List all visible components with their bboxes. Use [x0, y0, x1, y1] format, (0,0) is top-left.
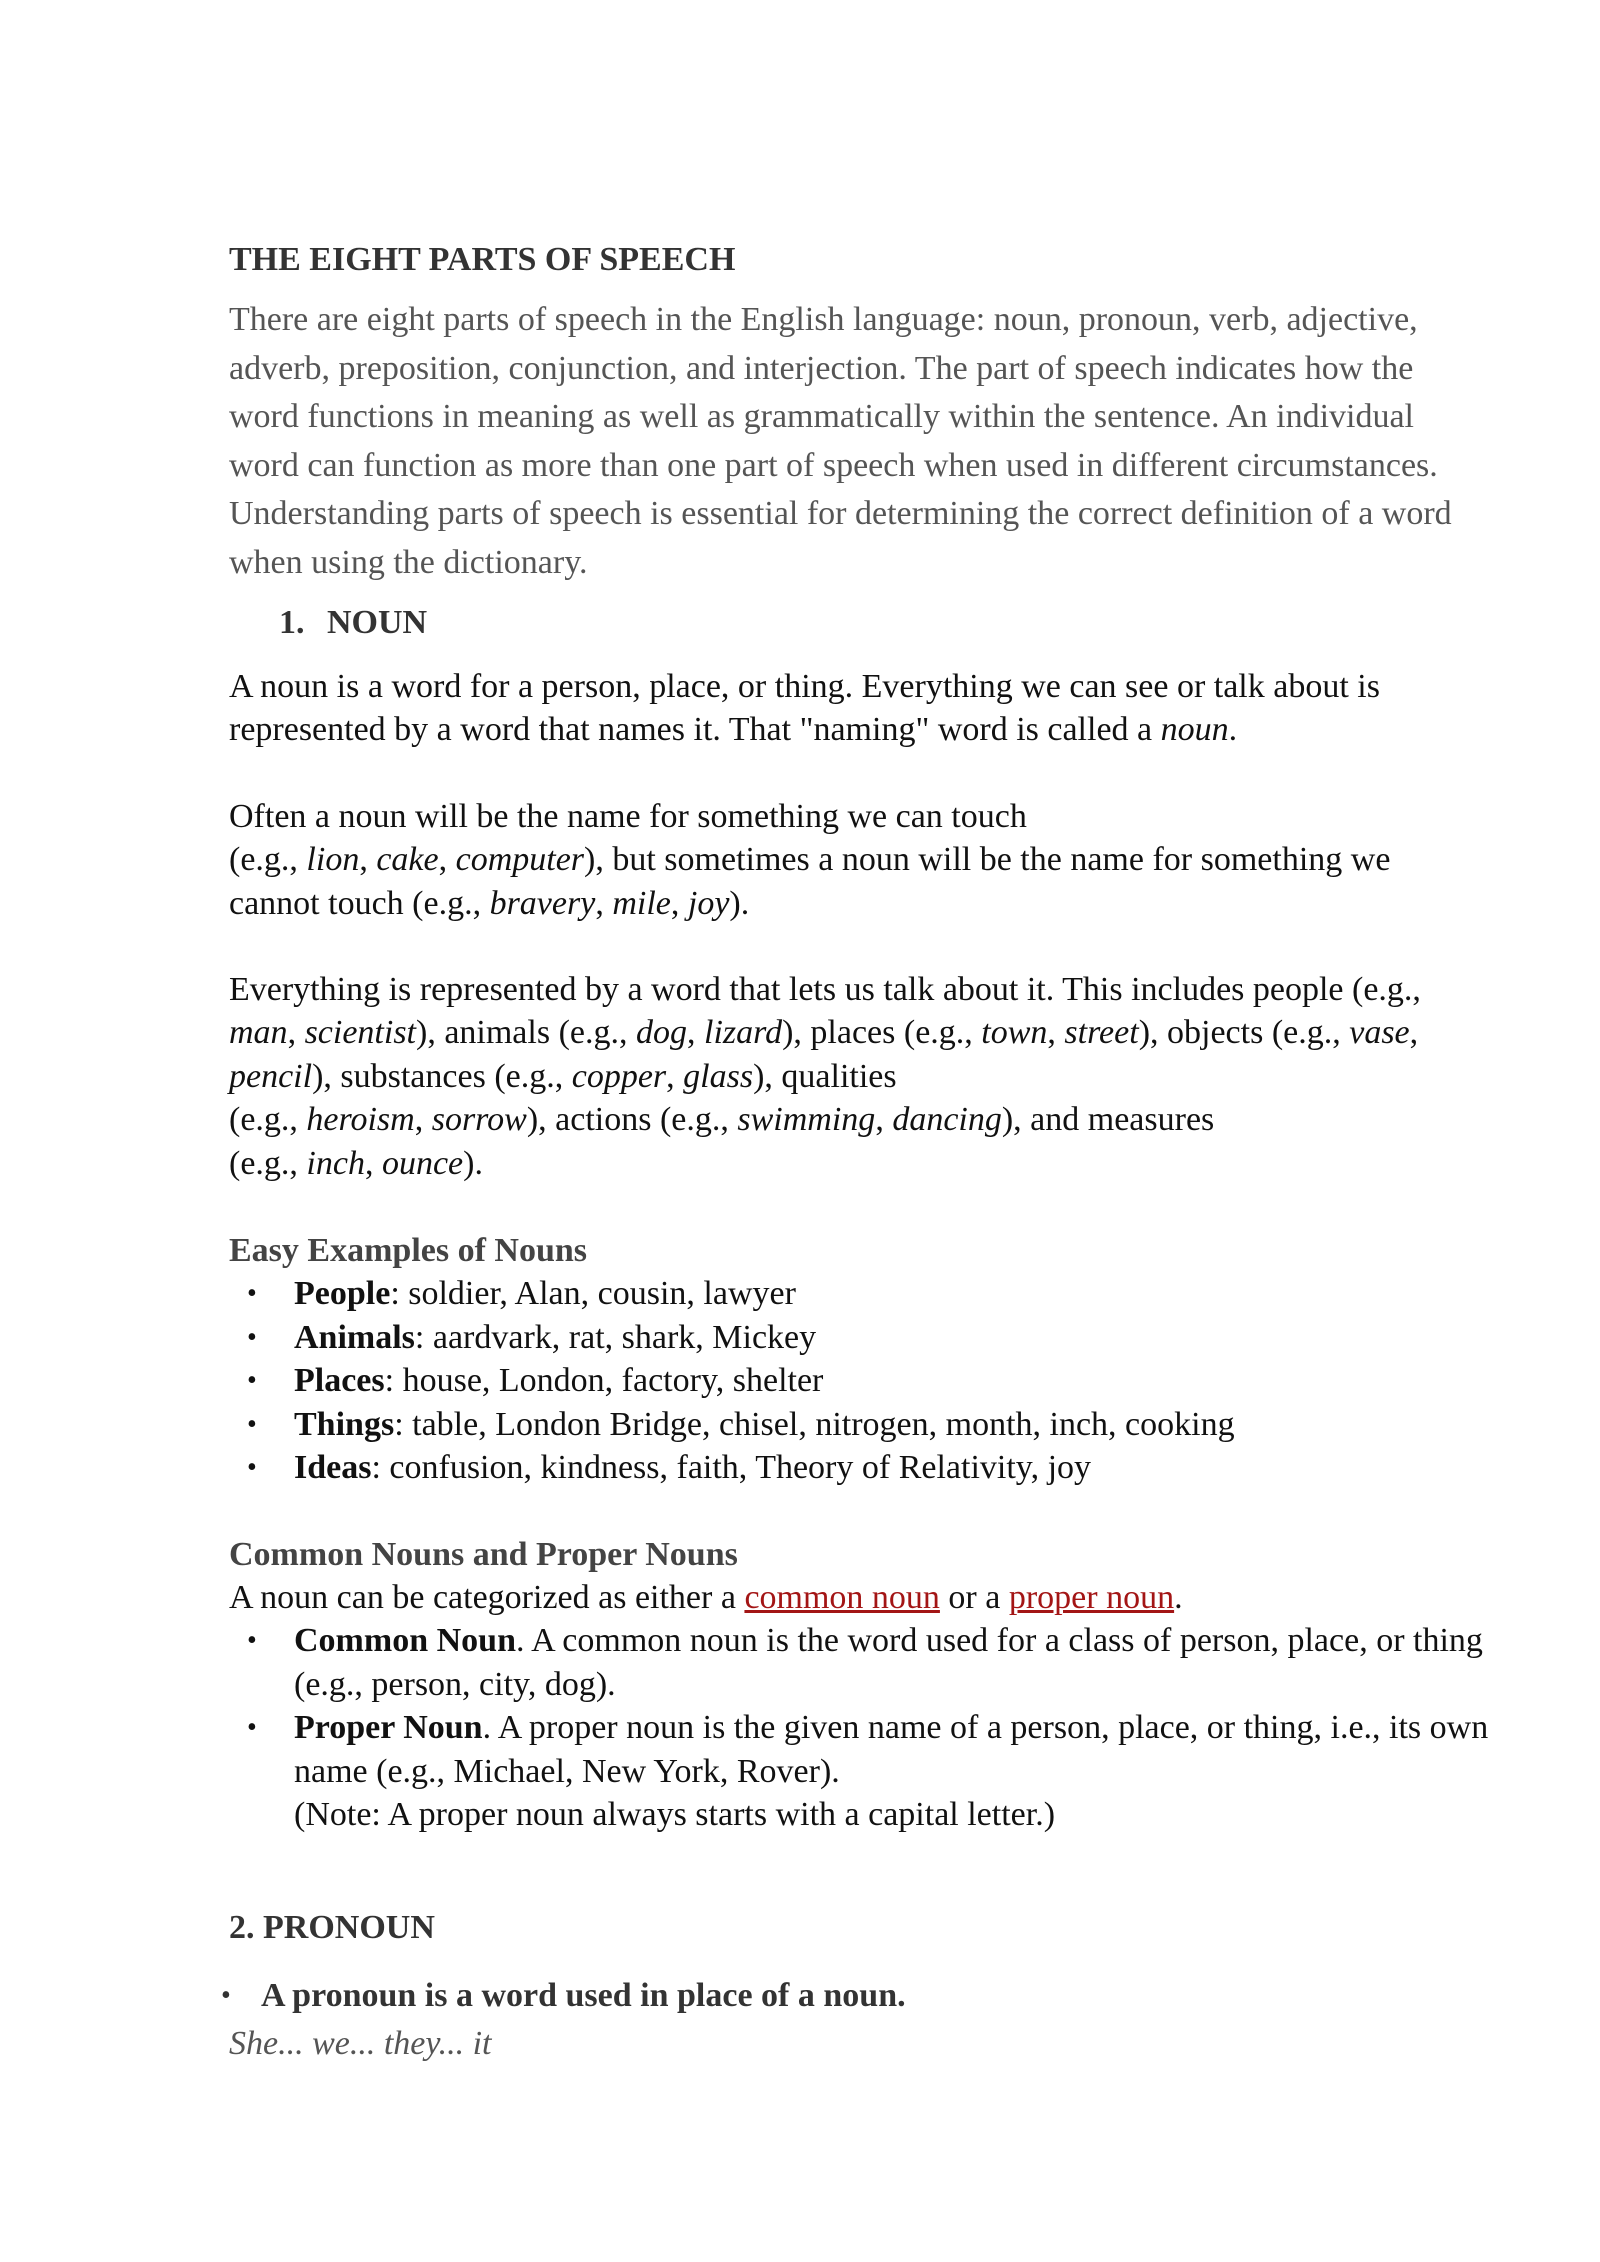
- every-sep: ,: [875, 1101, 893, 1139]
- lead-text: or a: [939, 1578, 1009, 1616]
- every-example: swimming: [737, 1101, 876, 1139]
- every-example: copper: [571, 1057, 667, 1095]
- list-item: [229, 1403, 1489, 1446]
- touch-example-computer: computer: [455, 841, 585, 879]
- list-item-text: . A proper noun is the given name of a person, place, or thing, i.e., its own name (e.g., Michael, New York, Rover).: [294, 1709, 1489, 1790]
- noun-def-end: .: [1228, 711, 1238, 749]
- touch-example-bravery: bravery: [489, 884, 596, 922]
- every-example: vase: [1349, 1014, 1410, 1052]
- every-text: ), actions (e.g.,: [526, 1101, 738, 1139]
- intro-paragraph: There are eight parts of speech in the English language: noun, pronoun, verb, adjective, adverb, preposition, conjunction, and interjection. The part of speech indicates how the word functions in meaning as well as grammatically within the sentence. An individual word can function as more than one part of speech when used in different circumstances. Understanding parts of speech is essential for determining the correct definition of a word when using the dictionary.: [229, 301, 1452, 581]
- bullet-icon: •: [247, 1712, 257, 1744]
- every-example: inch: [306, 1144, 365, 1182]
- every-sep: ,: [364, 1144, 382, 1182]
- every-text: ), places (e.g.,: [782, 1014, 982, 1052]
- every-example: man: [229, 1014, 288, 1052]
- touch-sep: ,: [438, 841, 456, 879]
- lead-text: A noun can be categorized as either a: [229, 1578, 745, 1616]
- every-end: ).: [463, 1144, 483, 1182]
- every-example: glass: [683, 1057, 754, 1095]
- every-text: ), substances (e.g.,: [312, 1057, 572, 1095]
- list-item-label: Things: [294, 1405, 395, 1443]
- every-example: ounce: [381, 1144, 464, 1182]
- bullet-icon: •: [247, 1408, 257, 1440]
- every-example: town: [981, 1014, 1048, 1052]
- every-text: ), objects (e.g.,: [1138, 1014, 1350, 1052]
- list-item-text: . A common noun is the word used for a class of person, place, or thing (e.g., person, city, dog).: [294, 1622, 1483, 1703]
- easy-examples-list: [229, 1272, 1489, 1489]
- pronoun-heading: 2. PRONOUN: [229, 1909, 435, 1947]
- common-proper-lead: [229, 1576, 1489, 1619]
- bullet-icon: •: [221, 1980, 231, 2012]
- every-example: dog: [636, 1014, 687, 1052]
- spacer: [229, 1490, 1489, 1533]
- bullet-icon: •: [247, 1278, 257, 1310]
- list-item-text: : soldier, Alan, cousin, lawyer: [390, 1275, 796, 1313]
- list-item-label: Animals: [294, 1318, 415, 1356]
- touch-sep: ,: [670, 884, 688, 922]
- touch-example-cake: cake: [376, 841, 439, 879]
- list-item: [229, 1272, 1489, 1315]
- touch-end: ).: [729, 884, 750, 922]
- every-text: ), qualities: [753, 1057, 897, 1095]
- pronoun-definition-text: A pronoun is a word used in place of a noun.: [261, 1977, 906, 2015]
- every-example: scientist: [304, 1014, 416, 1052]
- every-example: pencil: [229, 1057, 313, 1095]
- noun-everything-paragraph: [229, 968, 1489, 1185]
- every-text: ), and measures: [1001, 1101, 1215, 1139]
- easy-examples-heading: Easy Examples of Nouns: [229, 1232, 588, 1270]
- every-sep: ,: [687, 1014, 704, 1052]
- touch-text-3: ), but sometimes a noun will be the name for something we cannot touch (e.g.,: [229, 841, 1391, 922]
- list-item: [229, 1359, 1489, 1402]
- every-example: street: [1064, 1014, 1139, 1052]
- noun-heading-text: NOUN: [327, 604, 428, 641]
- list-item: [229, 1446, 1489, 1489]
- every-sep: ,: [1047, 1014, 1065, 1052]
- spacer: [229, 1836, 1489, 1904]
- every-example: dancing: [892, 1101, 1002, 1139]
- list-item-text: : aardvark, rat, shark, Mickey: [414, 1318, 817, 1356]
- noun-def-text: A noun is a word for a person, place, or thing. Everything we can see or talk about is represented by a word that names it. That "naming" word is called a: [229, 668, 1380, 749]
- bullet-icon: •: [247, 1321, 257, 1353]
- noun-definition-paragraph: [229, 665, 1489, 752]
- common-noun-link[interactable]: common noun: [744, 1578, 940, 1616]
- noun-heading: [279, 599, 1489, 647]
- touch-text-1: Often a noun will be the name for something we can touch: [229, 797, 1027, 835]
- touch-text-2: (e.g.,: [229, 841, 307, 879]
- pronoun-examples: She... we... they... it: [229, 2025, 492, 2063]
- list-item: [229, 1619, 1489, 1706]
- every-sep: ,: [666, 1057, 684, 1095]
- every-sep: ,: [1409, 1014, 1419, 1052]
- touch-sep: ,: [595, 884, 613, 922]
- every-sep: ,: [287, 1014, 305, 1052]
- every-example: lizard: [704, 1014, 783, 1052]
- lead-end: .: [1174, 1578, 1183, 1616]
- noun-touch-paragraph: [229, 795, 1489, 925]
- touch-example-lion: lion: [306, 841, 360, 879]
- pronoun-definition: [221, 1972, 1489, 2020]
- list-item-label: Places: [294, 1362, 385, 1400]
- document-page: [221, 240, 1489, 2068]
- touch-example-joy: joy: [687, 884, 730, 922]
- every-text: ), animals (e.g.,: [416, 1014, 636, 1052]
- common-proper-list: [229, 1619, 1489, 1836]
- list-item-text: : house, London, factory, shelter: [384, 1362, 824, 1400]
- list-item-label: Common Noun: [294, 1622, 516, 1660]
- every-text: Everything is represented by a word that lets us talk about it. This includes people (e.g.,: [229, 971, 1421, 1009]
- list-item-text: : table, London Bridge, chisel, nitrogen, month, inch, cooking: [394, 1405, 1235, 1443]
- bullet-icon: •: [247, 1625, 257, 1657]
- list-item-label: People: [294, 1275, 391, 1313]
- proper-noun-note: (Note: A proper noun always starts with a capital letter.): [294, 1795, 1056, 1833]
- proper-noun-link[interactable]: proper noun: [1008, 1578, 1175, 1616]
- touch-sep: ,: [359, 841, 377, 879]
- every-text: (e.g.,: [229, 1101, 307, 1139]
- common-proper-heading: Common Nouns and Proper Nouns: [229, 1535, 738, 1573]
- document-title: THE EIGHT PARTS OF SPEECH: [229, 241, 736, 278]
- every-sep: ,: [414, 1101, 432, 1139]
- noun-def-emphasis: noun: [1160, 711, 1229, 749]
- every-example: heroism: [306, 1101, 415, 1139]
- list-item-label: Proper Noun: [294, 1709, 483, 1747]
- list-item-text: : confusion, kindness, faith, Theory of Relativity, joy: [371, 1449, 1092, 1487]
- noun-heading-number: 1.: [279, 604, 305, 641]
- list-item-label: Ideas: [294, 1449, 372, 1487]
- list-item: [229, 1706, 1489, 1836]
- every-text: (e.g.,: [229, 1144, 307, 1182]
- touch-example-mile: mile: [612, 884, 671, 922]
- bullet-icon: •: [247, 1452, 257, 1484]
- list-item: [229, 1316, 1489, 1359]
- every-example: sorrow: [431, 1101, 527, 1139]
- bullet-icon: •: [247, 1365, 257, 1397]
